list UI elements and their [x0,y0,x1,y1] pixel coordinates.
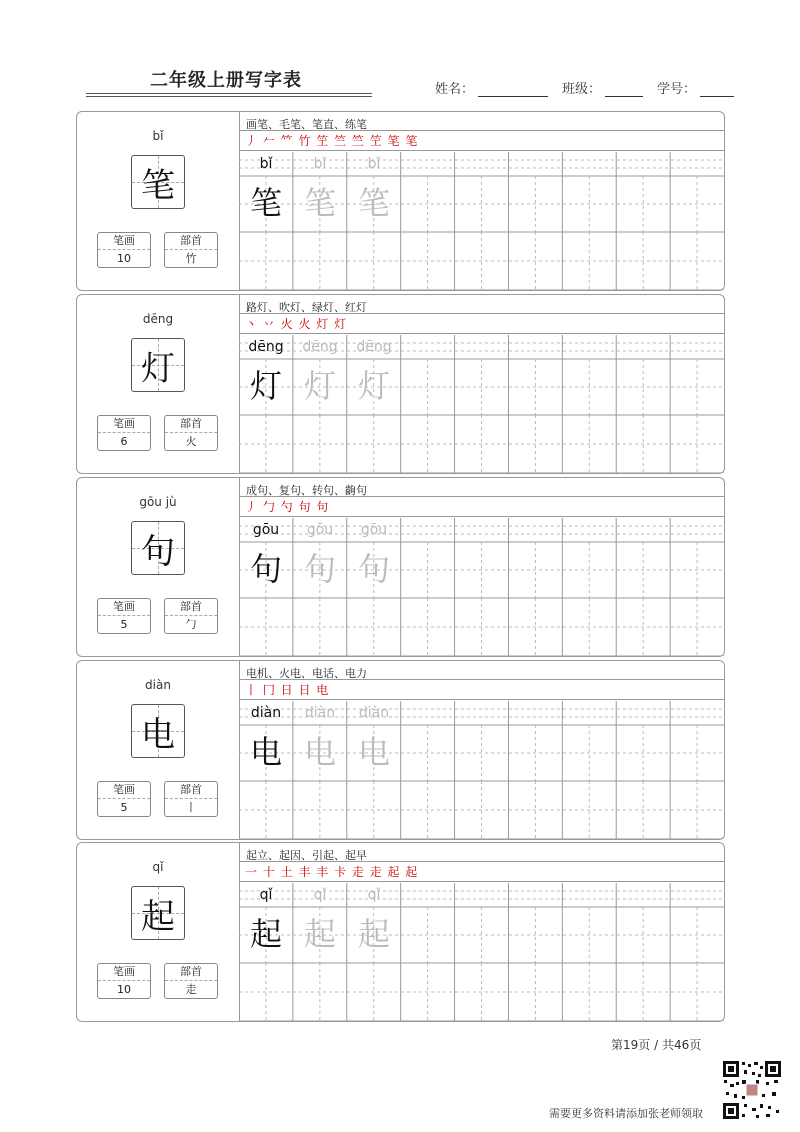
stroke-order: 丶 丷 火 火 灯 灯 [245,317,348,331]
pinyin-sample: diàn [250,705,282,721]
stroke-count-value: 6 [120,435,128,448]
char-card [76,477,725,657]
char-display-box [131,521,185,575]
pinyin-trace: diàn [304,705,336,721]
pinyin-trace: bǐ [313,156,327,172]
stroke-order: 丨 冂 日 日 电 [245,683,330,697]
stroke-count-box [97,232,151,268]
word-examples: 成句、复句、转句、齣句 [246,484,367,497]
char-card [76,660,725,840]
pinyin-trace: qǐ [313,887,327,903]
char-display: 灯 [141,348,175,389]
char-card [76,294,725,474]
stroke-count-box [97,598,151,634]
qr-code [722,1060,782,1120]
char-trace: 灯 [303,367,336,405]
pinyin-practice-row [239,522,419,540]
pinyin-trace: qǐ [367,887,381,903]
char-trace: 电 [303,733,336,771]
char-practice-row [239,725,419,779]
char-trace: 电 [357,733,390,771]
char-trace: 笔 [357,184,390,222]
pinyin-trace: diàn [358,705,390,721]
title-underline [86,93,372,99]
char-trace: 笔 [303,184,336,222]
stroke-count-box [97,415,151,451]
stroke-count-value: 10 [117,983,131,996]
page-number: 第19页 / 共46页 [611,1038,702,1052]
char-card [76,111,725,291]
word-examples: 路灯、吹灯、绿灯、红灯 [246,301,367,314]
char-display-box [131,155,185,209]
stroke-count-value: 5 [120,801,128,814]
char-sample: 句 [249,550,282,588]
radical-box [164,232,218,268]
stroke-order: 丿 𠂉 𥫗 竹 笁 竺 竺 笁 笔 笔 [245,134,419,148]
pinyin-sample: qǐ [259,887,273,903]
char-pinyin: qǐ [152,860,164,874]
stroke-count-box [97,781,151,817]
char-sample: 笔 [249,184,282,222]
footer-note: 需要更多资料请添加张老师领取 [549,1107,703,1120]
char-info-panel [77,112,240,290]
number-label: 学号： [657,82,697,97]
char-sample: 电 [249,733,282,771]
char-sample: 灯 [249,367,282,405]
char-pinyin: diàn [145,678,171,692]
stroke-count-box [97,963,151,999]
stroke-order: 一 十 土 丰 丰 卡 走 走 起 起 [245,865,419,879]
char-trace: 句 [357,550,390,588]
char-display: 电 [141,714,175,755]
pinyin-practice-row [239,156,419,174]
char-pinyin: gōu jù [139,495,177,509]
radical-value: 火 [185,435,197,448]
char-trace: 句 [303,550,336,588]
char-pinyin: bǐ [152,129,164,143]
practice-panel [239,661,724,839]
class-blank[interactable] [605,82,643,97]
char-trace: 起 [303,915,336,953]
char-display: 笔 [141,165,175,206]
pinyin-trace: bǐ [367,156,381,172]
char-practice-row [239,542,419,596]
radical-value: 丨 [185,801,197,814]
char-practice-row [239,176,419,230]
word-examples: 画笔、毛笔、笔直、练笔 [246,118,367,131]
stroke-count-label: 笔画 [98,599,150,616]
stroke-count-label: 笔画 [98,233,150,250]
radical-label: 部首 [165,782,217,799]
pinyin-sample: gōu [252,522,280,538]
radical-label: 部首 [165,416,217,433]
char-display: 起 [141,896,175,937]
number-blank[interactable] [700,82,734,97]
char-info-panel [77,478,240,656]
radical-label: 部首 [165,964,217,981]
pinyin-trace: gōu [360,522,388,538]
name-field[interactable] [435,78,548,97]
radical-box [164,963,218,999]
stroke-count-value: 10 [117,252,131,265]
char-info-panel [77,843,240,1021]
char-display-box [131,886,185,940]
stroke-count-label: 笔画 [98,782,150,799]
pinyin-practice-row [239,339,419,357]
number-field[interactable] [657,78,734,97]
radical-value: 竹 [185,252,197,265]
radical-value: 勹 [185,618,197,631]
char-pinyin: dēng [142,312,174,326]
stroke-count-label: 笔画 [98,416,150,433]
char-info-panel [77,661,240,839]
char-info-panel [77,295,240,473]
name-blank[interactable] [478,82,548,97]
char-practice-row [239,359,419,413]
word-examples: 起立、起因、引起、起早 [246,849,367,862]
radical-label: 部首 [165,599,217,616]
pinyin-practice-row [239,705,419,723]
char-practice-row [239,907,419,961]
char-trace: 起 [357,915,390,953]
char-display-box [131,704,185,758]
stroke-order: 丿 勹 勺 句 句 [245,500,330,514]
radical-box [164,415,218,451]
radical-value: 走 [185,983,197,996]
pinyin-sample: dēng [248,339,284,355]
pinyin-trace: dēng [302,339,338,355]
class-label: 班级： [562,82,602,97]
stroke-count-value: 5 [120,618,128,631]
char-trace: 灯 [357,367,390,405]
pinyin-trace: gōu [306,522,334,538]
pinyin-sample: bǐ [259,156,273,172]
char-sample: 起 [249,915,282,953]
char-display-box [131,338,185,392]
practice-panel [239,112,724,290]
page-title: 二年级上册写字表 [150,70,302,91]
page-header [0,0,800,110]
stroke-count-label: 笔画 [98,964,150,981]
class-field[interactable] [562,78,643,97]
radical-box [164,781,218,817]
char-display: 句 [141,531,175,572]
pinyin-practice-row [239,887,419,905]
practice-panel [239,295,724,473]
radical-box [164,598,218,634]
word-examples: 电机、火电、电话、电力 [246,667,367,680]
char-card [76,842,725,1022]
pinyin-trace: dēng [356,339,392,355]
radical-label: 部首 [165,233,217,250]
student-fields [435,78,748,97]
practice-panel [239,843,724,1021]
practice-panel [239,478,724,656]
name-label: 姓名： [435,82,475,97]
